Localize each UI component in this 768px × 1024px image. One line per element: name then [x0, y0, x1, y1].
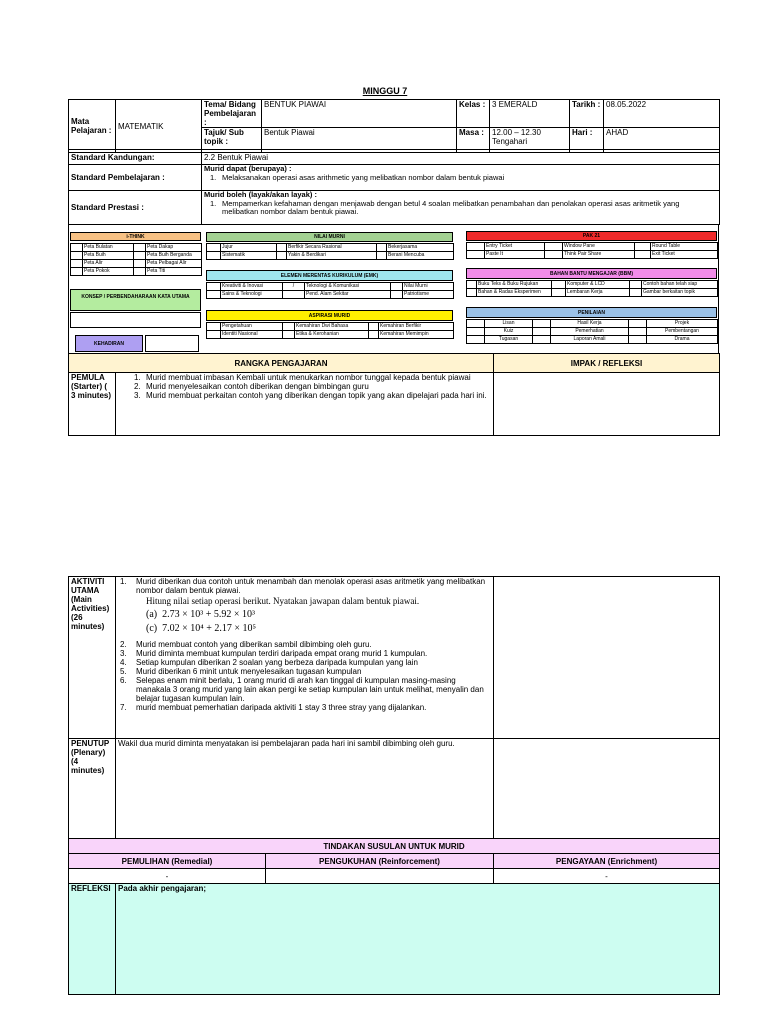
nilai-item: Yakin & Berdikari	[287, 252, 377, 260]
aspirasi-table	[206, 322, 454, 339]
question-image	[120, 595, 491, 636]
penilaian-item: Hasil Kerja	[551, 320, 629, 328]
pengukuhan-value	[266, 869, 494, 884]
bbm-title: BAHAN BANTU MENGAJAR (BBM)	[466, 268, 717, 279]
ithink-item: Peta Titi	[146, 268, 202, 276]
pak21-title: PAK 21	[466, 231, 717, 241]
nilai-item: Berfikir Secara Rasional	[287, 244, 377, 252]
aspirasi-item: Kemahiran Dwi Bahasa	[295, 323, 369, 331]
pemula-list	[116, 373, 494, 436]
pak21-item: Exit Ticket	[651, 251, 718, 259]
ithink-item: Peta Bulatan	[83, 244, 134, 252]
mata-pelajaran-value: MATEMATIK	[116, 100, 202, 153]
tarikh-label: Tarikh :	[570, 100, 604, 128]
penutup-label: PENUTUP (Plenary) (4 minutes)	[69, 739, 116, 839]
tajuk-label: Tajuk/ Sub topik :	[202, 128, 262, 153]
sp-intro: Murid dapat (berupaya) :	[204, 164, 292, 173]
pengayaan-value: -	[494, 869, 720, 884]
ithink-item: Peta Buih	[83, 252, 134, 260]
page2-table	[68, 576, 720, 995]
kelas-value: 3 EMERALD	[490, 100, 570, 128]
list-item: 3. Murid membuat perkaitan contoh yang diberikan dengan topik yang akan dipelajari pada hari ini.	[134, 391, 487, 400]
penilaian-item: Projek	[647, 320, 718, 328]
nilai-item: Bekerjasama	[387, 244, 454, 252]
ithink-item: Peta Buih Berganda	[146, 252, 202, 260]
penutup-impak	[494, 739, 720, 839]
spr-item: 1. Mempamerkan kefahaman dengan menjawab dengan betul 4 soalan melibatkan penambahan dan penolakan operasi asas aritmetik yang melibatkan nombor dalam bentuk piawai.	[210, 198, 680, 216]
aktiviti-label: AKTIVITI UTAMA (Main Activities) (26 minutes)	[69, 577, 116, 739]
hari-value: AHAD	[604, 128, 720, 153]
emk-item: Sains & Teknologi	[221, 291, 283, 299]
kelas-label: Kelas :	[457, 100, 490, 128]
standards-table	[68, 149, 720, 225]
bbm-item: Bahan & Radas Eksperimen	[477, 289, 552, 297]
question-instruction: Hitung nilai setiap operasi berikut. Nyatakan jawapan dalam bentuk piawai.	[146, 596, 420, 606]
pemula-impak	[494, 373, 720, 436]
masa-value: 12.00 – 12.30 Tengahari	[490, 128, 570, 153]
standard-kandungan-value: 2.2 Bentuk Piawai	[202, 150, 720, 165]
hari-label: Hari :	[570, 128, 604, 153]
pemulihan-value: -	[69, 869, 266, 884]
aspirasi-title: ASPIRASI MURID	[206, 310, 453, 321]
ithink-item: Peta Pelbagai Alir	[146, 260, 202, 268]
nilai-item: Sistematik	[221, 252, 277, 260]
refleksi-label: REFLEKSI	[69, 884, 116, 995]
aspirasi-item: Kemahiran Berfikir	[379, 323, 454, 331]
sp-item: 1. Melaksanakan operasi asas arithmetic yang melibatkan nombor dalam bentuk piawai	[210, 172, 505, 182]
pemula-label: PEMULA (Starter) ( 3 minutes)	[69, 373, 116, 436]
rangka-table	[68, 353, 720, 436]
standard-prestasi-label: Standard Prestasi :	[69, 191, 202, 225]
kehadiran-box	[145, 335, 199, 352]
tema-label: Tema/ Bidang Pembelajaran :	[202, 100, 262, 128]
standard-pembelajaran-label: Standard Pembelajaran :	[69, 165, 202, 191]
spr-intro: Murid boleh (layak/akan layak) :	[204, 190, 317, 199]
bbm-item: Gambar berkaitan topik	[642, 289, 718, 297]
emk-item: Pend. Alam Sekitar	[305, 291, 391, 299]
bbm-table	[466, 280, 718, 297]
list-item: 1. Murid diberikan dua contoh untuk menambah dan menolak operasi asas aritmetik yang melibatkan nombor dalam bentuk piawai.	[120, 577, 486, 595]
emk-check: /	[283, 283, 305, 291]
pak21-item: Entry Ticket	[485, 243, 545, 251]
question-a: (a) 2.73 × 10³ + 5.92 × 10³	[146, 609, 256, 620]
bbm-item: Buku Teks & Buku Rujukan	[477, 281, 552, 289]
bbm-item: Contoh bahan telah siap	[642, 281, 718, 289]
nilai-murni-table	[206, 243, 454, 260]
list-item: 2. Murid membuat contoh yang diberikan sambil dibimbing oleh guru.	[120, 640, 372, 649]
pak21-item: Paste It	[485, 251, 545, 259]
aktiviti-list	[116, 577, 494, 739]
bbm-item: Komputer & LCD	[566, 281, 630, 289]
konsep-title: KONSEP / PERBENDAHARAAN KATA UTAMA	[70, 289, 201, 311]
emk-item: Patriotisme	[403, 291, 454, 299]
tajuk-value: Bentuk Piawai	[262, 128, 457, 153]
pengukuhan-title: PENGUKUHAN (Reinforcement)	[266, 854, 494, 869]
list-item: 7. murid membuat pemerhatian daripada aktiviti 1 stay 3 three stray yang dijalankan.	[120, 703, 427, 712]
ithink-item: Peta Pokok	[83, 268, 134, 276]
ithink-title: i-THINK	[70, 232, 201, 241]
ithink-item: Peta Alir	[83, 260, 134, 268]
tarikh-value: 08.05.2022	[604, 100, 720, 128]
mata-pelajaran-label: Mata Pelajaran :	[69, 100, 116, 153]
ithink-table	[70, 243, 202, 276]
list-item: 3. Murid diminta membuat kumpulan terdiri daripada empat orang murid 1 kumpulan.	[120, 649, 428, 658]
ithink-item: Peta Dakap	[146, 244, 202, 252]
aktiviti-impak	[494, 577, 720, 739]
page-title: MINGGU 7	[362, 86, 408, 96]
penilaian-item: Tugasan	[485, 336, 533, 344]
penilaian-title: PENILAIAN	[466, 307, 717, 318]
penutup-text: Wakil dua murid diminta menyatakan isi pembelajaran pada hari ini sambil dibimbing oleh guru.	[116, 739, 494, 839]
bbm-item: Lembaran Kerja	[566, 289, 630, 297]
list-item: 5. Murid diberikan 6 minit untuk menyelesaikan tugasan kumpulan	[120, 667, 362, 676]
nilai-murni-title: NILAI MURNI	[206, 232, 453, 242]
aspirasi-item: Etika & Kerohanian	[295, 331, 369, 339]
impak-title: IMPAK / REFLEKSI	[494, 354, 720, 373]
penilaian-item: Laporan Amali	[551, 336, 629, 344]
masa-label: Masa :	[457, 128, 490, 153]
list-item: 6. Selepas enam minit berlalu, 1 orang murid di arah kan tinggal di kumpulan masing-masing manakala 3 orang murid yang lain akan pergi ke setiap kumpulan lain untuk melihat, menyalin dan belajar tugasan kumpulan lain.	[120, 676, 484, 703]
pak21-table	[466, 242, 718, 259]
tema-value: BENTUK PIAWAI	[262, 100, 457, 128]
pak21-item: Window Pane	[563, 243, 635, 251]
pengayaan-title: PENGAYAAN (Enrichment)	[494, 854, 720, 869]
penilaian-item: Pembentangan	[647, 328, 718, 336]
nilai-item: Berani Mencuba	[387, 252, 454, 260]
list-item: 4. Setiap kumpulan diberikan 2 soalan yang berbeza daripada kumpulan yang lain	[120, 658, 418, 667]
pak21-item: Round Table	[651, 243, 718, 251]
pemulihan-title: PEMULIHAN (Remedial)	[69, 854, 266, 869]
pak21-item: Think Pair Share	[563, 251, 635, 259]
kehadiran-title: KEHADIRAN	[75, 335, 143, 352]
emk-item: Teknologi & Komunikasi	[305, 283, 391, 291]
emk-title: ELEMEN MERENTAS KURIKULUM (EMK)	[206, 270, 453, 281]
rangka-title: RANGKA PENGAJARAN	[69, 354, 494, 373]
question-c: (c) 7.02 × 10⁴ + 2.17 × 10⁵	[146, 623, 257, 634]
tindakan-title: TINDAKAN SUSULAN UNTUK MURID	[69, 839, 720, 854]
aspirasi-item: Kemahiran Memimpin	[379, 331, 454, 339]
emk-item: Nilai Murni	[403, 283, 454, 291]
penilaian-item: Kuiz	[485, 328, 533, 336]
penilaian-item: Pemerhatian	[551, 328, 629, 336]
penilaian-table	[466, 319, 718, 344]
refleksi-text: Pada akhir pengajaran;	[116, 884, 720, 995]
standard-kandungan-label: Standard Kandungan:	[69, 150, 202, 165]
emk-table	[206, 282, 454, 299]
nilai-item: Jujur	[221, 244, 277, 252]
penilaian-item: Lisan	[485, 320, 533, 328]
aspirasi-item: Identiti Nasional	[221, 331, 283, 339]
header-table	[68, 99, 720, 153]
list-item: 1. Murid membuat imbasan Kembali untuk menukarkan nombor tunggal kepada bentuk piawai	[134, 373, 471, 382]
konsep-box	[70, 312, 201, 328]
emk-item: Kreativiti & Inovasi	[221, 283, 283, 291]
penilaian-item: Drama	[647, 336, 718, 344]
list-item: 2. Murid menyelesaikan contoh diberikan dengan bimbingan guru	[134, 382, 369, 391]
aspirasi-item: Pengetahuan	[221, 323, 283, 331]
